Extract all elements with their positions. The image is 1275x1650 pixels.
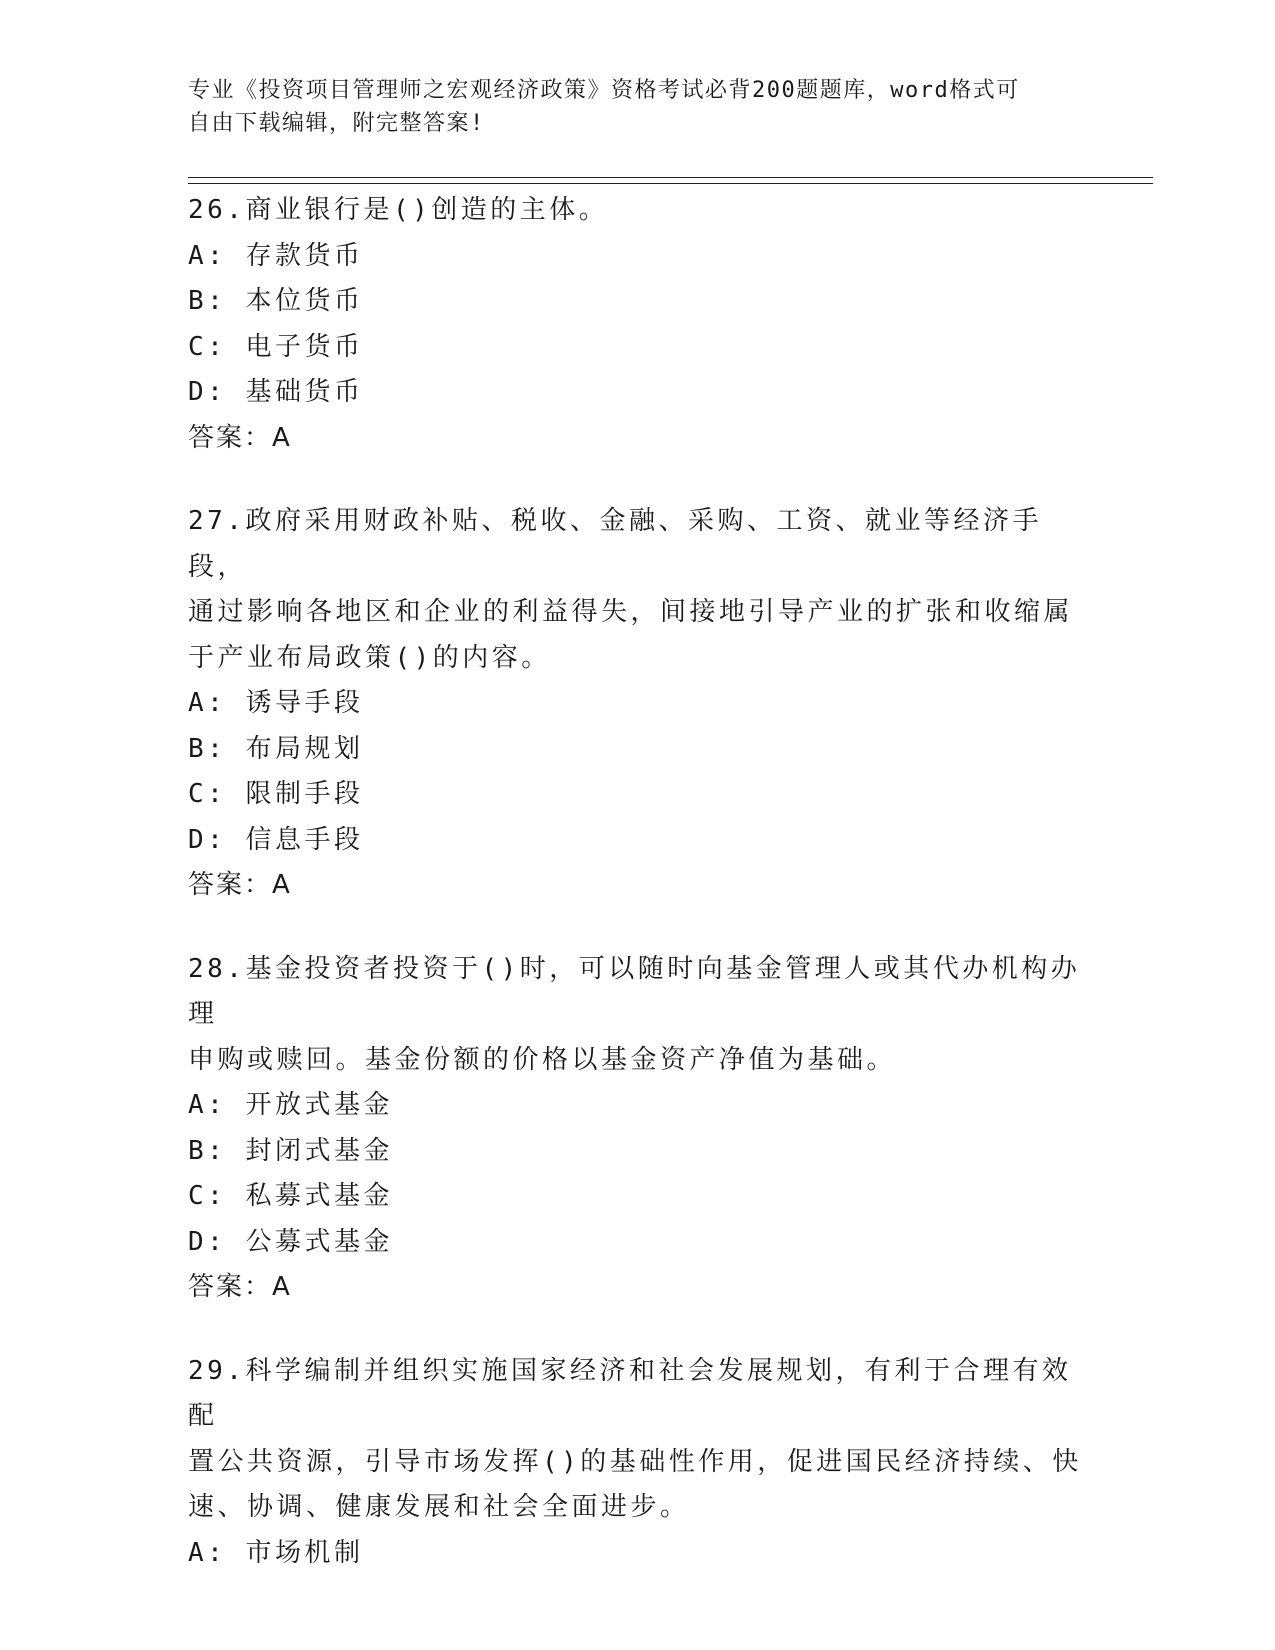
option-d: D: 信息手段 <box>188 824 364 855</box>
option-c: C: 限制手段 <box>188 779 364 809</box>
question-27 <box>188 499 1088 909</box>
question-stem-line: 28.基金投资者投资于()时，可以随时向基金管理人或其代办机构办理 <box>188 953 1081 1029</box>
option-a: A: 市场机制 <box>188 1537 364 1568</box>
question-28 <box>188 947 1088 1311</box>
answer-line <box>188 416 1088 462</box>
question-stem <box>188 188 1088 234</box>
option-a: A: 开放式基金 <box>188 1090 393 1120</box>
answer-value: A <box>272 1272 292 1302</box>
document-header <box>188 74 1068 140</box>
question-stem-line: 置公共资源，引导市场发挥()的基础性作用，促进国民经济持续、快 <box>188 1446 1082 1477</box>
question-stem <box>188 499 1088 681</box>
question-stem-line: 27.政府采用财政补贴、税收、金融、采购、工资、就业等经济手段， <box>188 506 1042 582</box>
question-stem-line: 26.商业银行是()创造的主体。 <box>188 195 609 225</box>
option-d: D: 基础货币 <box>188 377 364 407</box>
option-b: B: 封闭式基金 <box>188 1135 393 1166</box>
option-c: C: 电子货币 <box>188 331 364 362</box>
answer-label: 答案： <box>188 870 273 900</box>
question-stem-line: 于产业布局政策()的内容。 <box>188 642 551 673</box>
answer-line <box>188 863 1088 909</box>
option-b: B: 本位货币 <box>188 286 364 316</box>
option-c: C: 私募式基金 <box>188 1181 393 1211</box>
question-stem-line: 速、协调、健康发展和社会全面进步。 <box>188 1492 690 1522</box>
header-intro-line-1: 专业《投资项目管理师之宏观经济政策》资格考试必背200题题库，word格式可 <box>188 78 1020 103</box>
header-divider-top <box>188 177 1153 178</box>
answer-line <box>188 1265 1088 1311</box>
answer-value: A <box>272 870 292 900</box>
header-divider-bottom <box>188 183 1153 184</box>
header-intro-line-2: 自由下载编辑，附完整答案! <box>188 111 485 136</box>
question-stem <box>188 947 1088 1084</box>
question-29 <box>188 1349 1088 1577</box>
question-stem <box>188 1349 1088 1531</box>
option-d: D: 公募式基金 <box>188 1226 393 1257</box>
answer-label: 答案： <box>188 422 273 453</box>
option-b: B: 布局规划 <box>188 733 364 764</box>
option-a: A: 存款货币 <box>188 240 364 271</box>
question-stem-line: 29.科学编制并组织实施国家经济和社会发展规划，有利于合理有效配 <box>188 1355 1072 1431</box>
question-stem-line: 申购或赎回。基金份额的价格以基金资产净值为基础。 <box>188 1044 897 1075</box>
question-26 <box>188 188 1088 461</box>
answer-value: A <box>272 422 292 453</box>
option-a: A: 诱导手段 <box>188 688 364 718</box>
question-stem-line: 通过影响各地区和企业的利益得失，间接地引导产业的扩张和收缩属 <box>188 597 1074 627</box>
answer-label: 答案： <box>188 1272 273 1302</box>
question-list <box>188 188 1088 1614</box>
